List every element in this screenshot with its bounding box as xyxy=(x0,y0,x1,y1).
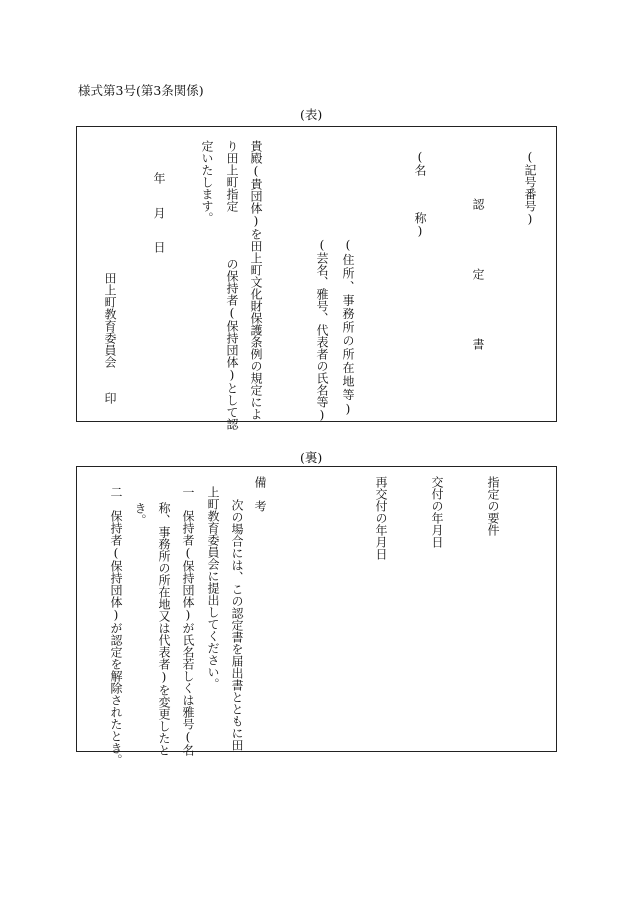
back-heading: (裏) xyxy=(300,450,323,465)
representative-label: (芸名、雅号、代表者の氏名等) xyxy=(315,238,329,422)
reissue-date-label: 再交付の年月日 xyxy=(374,476,388,560)
note-1-line-2: 称、事務所の所在地又は代表者)を変更したと xyxy=(157,502,171,756)
name-label: (名 称) xyxy=(413,150,427,238)
seal-mark: 印 xyxy=(103,392,117,404)
note-2: 二 保持者(保持団体)が認定を解除されたとき。 xyxy=(109,486,123,766)
certificate-body-line-1: 貴殿(貴団体)を田上町文化財保護条例の規定によ xyxy=(249,140,263,420)
note-1-line-3: き。 xyxy=(133,502,147,526)
date-day: 日 xyxy=(152,241,166,253)
form-number: 様式第3号(第3条関係) xyxy=(78,83,204,98)
certificate-body-line-2b: の保持者(保持団体)として認 xyxy=(225,258,239,430)
front-heading: (表) xyxy=(300,107,323,122)
note-intro-line-1: 次の場合には、この認定書を届出書とともに田 xyxy=(230,499,244,751)
date-year: 年 xyxy=(152,172,166,184)
requirement-label: 指定の要件 xyxy=(486,476,500,536)
date-month: 月 xyxy=(152,207,166,219)
certificate-body-line-2a: り田上町指定 xyxy=(225,140,239,212)
address-label: (住所、事務所の所在地等) xyxy=(341,238,355,418)
issue-date-label: 交付の年月日 xyxy=(430,476,444,548)
certificate-title: 認定書 xyxy=(471,198,485,408)
note-1-line-1: 一 保持者(保持団体)が氏名若しくは雅号(名 xyxy=(181,486,195,756)
record-number-label: (記号番号) xyxy=(523,150,537,226)
issuer-name: 田上町教育委員会 xyxy=(103,272,117,368)
certificate-body-line-3: 定いたします。 xyxy=(200,140,214,224)
notes-title: 備 考 xyxy=(253,476,267,512)
note-intro-line-2: 上町教育委員会に提出してください。 xyxy=(206,486,220,690)
back-certificate-box xyxy=(76,466,557,752)
